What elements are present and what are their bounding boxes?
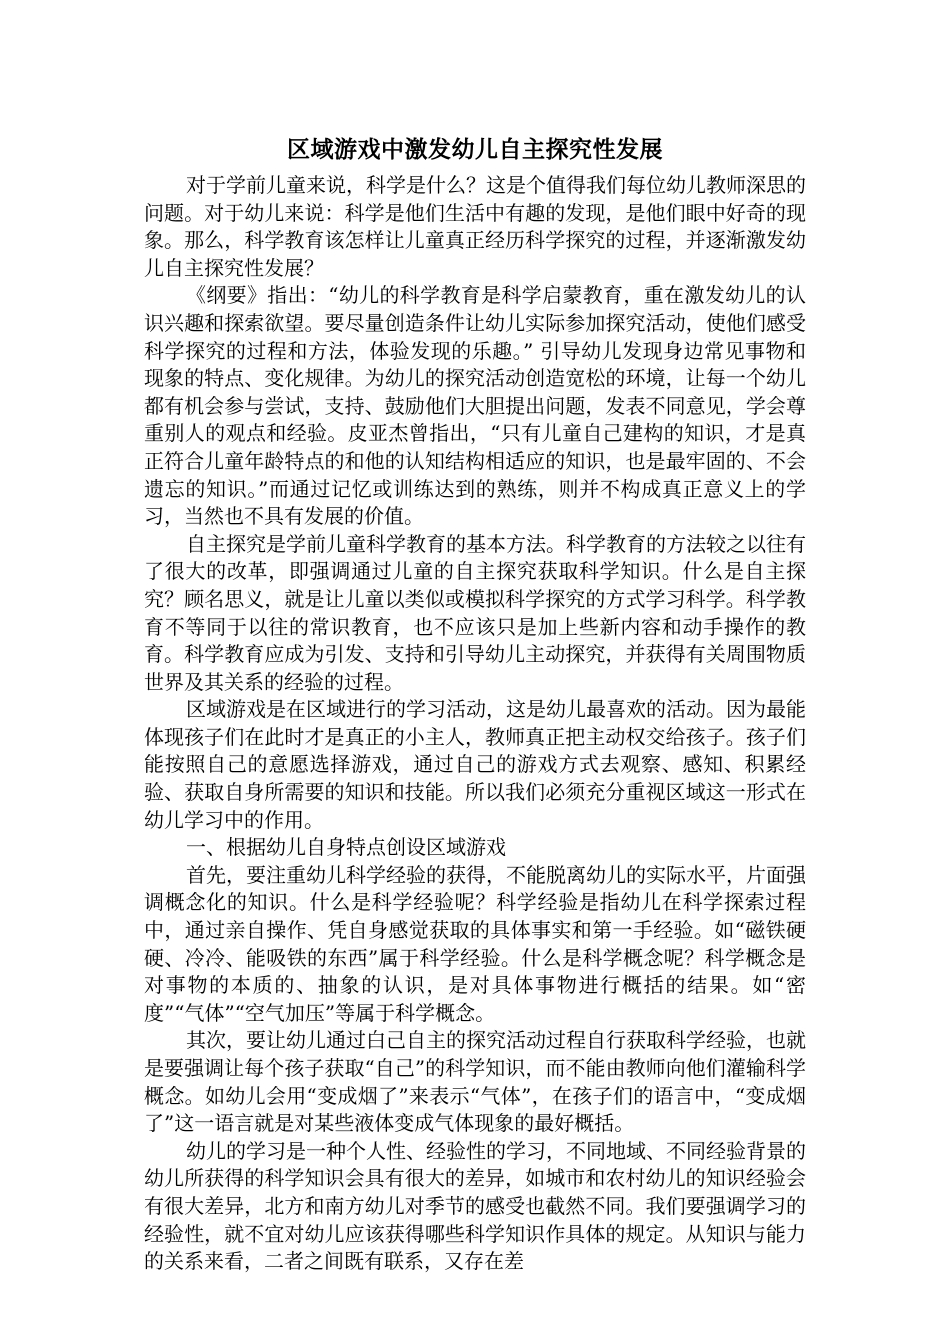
document-page (144, 132, 806, 1276)
paragraph-gangyao: 《纲要》指出：“幼儿的科学教育是科学启蒙教育，重在激发幼儿的认识兴趣和探索欲望。要尽量创造条件让幼儿实际参加探究活动，使他们感受科学探究的过程和方法，体验发现的乐趣。” 引导幼儿发现身边常见事物和现象的特点、变化规律。为幼儿的探究活动创造宽松的环境，让每一个幼儿都有机会参与尝试，支持、鼓励他们大胆提出问题，发表不同意见，学会尊重别人的观点和经验。皮亚杰曾指出，“只有儿童自己建构的知识，才是真正符合儿童年龄特点的和他的认知结构相适应的知识，也是最牢固的、不会遗忘的知识。”而通过记忆或训练达到的熟练，则并不构成真正意义上的学习，当然也不具有发展的价值。 (144, 283, 806, 529)
section-heading-1: 一、根据幼儿自身特点创设区域游戏 (186, 835, 506, 860)
paragraph-intro: 对于学前儿童来说，科学是什么？这是个值得我们每位幼儿教师深思的问题。对于幼儿来说：科学是他们生活中有趣的发现，是他们眼中好奇的现象。那么，科学教育该怎样让儿童真正经历科学探究的过程，并逐渐激发幼儿自主探究性发展？ (144, 173, 806, 280)
paragraph-individual-learning: 幼儿的学习是一种个人性、经验性的学习，不同地域、不同经验背景的幼儿所获得的科学知识会具有很大的差异，如城市和农村幼儿的知识经验会有很大差异，北方和南方幼儿对季节的感受也截然不同。我们要强调学习的经验性，就不宜对幼儿应该获得哪些科学知识作具体的规定。从知识与能力的关系来看，二者之间既有联系，又存在差 (144, 1138, 806, 1274)
paragraph-area-games: 区域游戏是在区域进行的学习活动，这是幼儿最喜欢的活动。因为最能体现孩子们在此时才是真正的小主人，教师真正把主动权交给孩子。孩子们能按照自己的意愿选择游戏，通过自己的游戏方式去观察、感知、积累经验、获取自身所需要的知识和技能。所以我们必须充分重视区域这一形式在幼儿学习中的作用。 (144, 697, 806, 832)
paragraph-first: 首先，要注重幼儿科学经验的获得，不能脱离幼儿的实际水平，片面强调概念化的知识。什么是科学经验呢？科学经验是指幼儿在科学探索过程中，通过亲自操作、凭自身感觉获取的具体事实和第一手经验。如“磁铁硬硬、冷冷、能吸铁的东西”属于科学经验。什么是科学概念呢？科学概念是对事物的本质的、抽象的认识，是对具体事物进行概括的结果。如“密度”“气体”“空气加压”等属于科学概念。 (144, 862, 806, 1025)
paragraph-self-exploration: 自主探究是学前儿童科学教育的基本方法。科学教育的方法较之以往有了很大的改革，即强调通过儿童的自主探究获取科学知识。什么是自主探究？顾名思义，就是让儿童以类似或模拟科学探究的方式学习科学。科学教育不等同于以往的常识教育，也不应该只是加上些新内容和动手操作的教育。科学教育应成为引发、支持和引导幼儿主动探究，并获得有关周围物质世界及其关系的经验的过程。 (144, 531, 806, 694)
paragraph-second: 其次，要让幼儿通过白己自主的探究活动过程自行获取科学经验，也就是要强调让每个孩子获取“自己”的科学知识，而不能由教师向他们灌输科学概念。如幼儿会用“变成烟了”来表示“气体”，在孩子们的语言中，“变成烟了”这一语言就是对某些液体变成气体现象的最好概括。 (144, 1028, 806, 1136)
document-title: 区域游戏中激发幼儿自主探究性发展 (287, 136, 663, 163)
